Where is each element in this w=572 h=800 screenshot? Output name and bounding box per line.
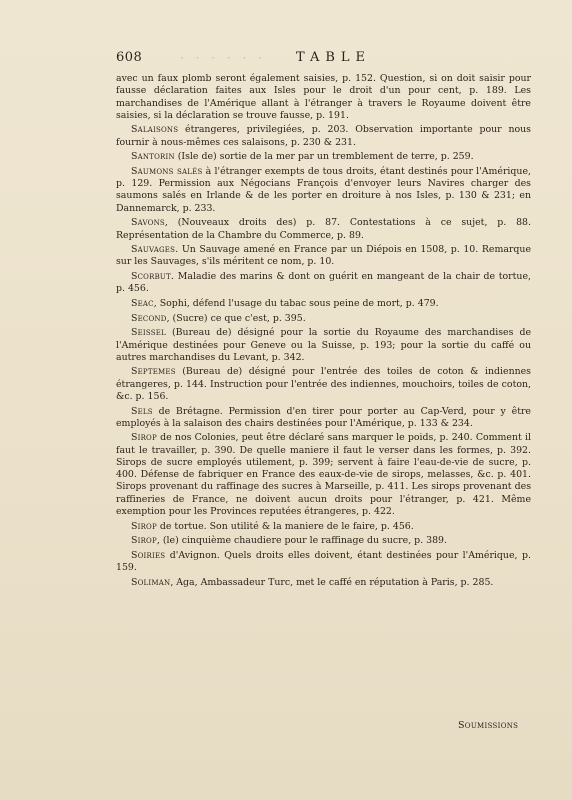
index-entry bbox=[116, 124, 531, 149]
entry-headword: Salaisons bbox=[131, 124, 179, 136]
entry-text: Maladie des marins & dont on guérit en mangeant de la chair de tortue, p. 456. bbox=[116, 271, 531, 295]
entry-headword: Seissel bbox=[131, 327, 166, 339]
entry-text: , (le) cinquième chaudiere pour le raffinage du sucre, p. 389. bbox=[156, 535, 447, 547]
index-entry bbox=[116, 151, 531, 163]
running-title: TABLE bbox=[296, 50, 372, 65]
entry-headword: Sels bbox=[131, 405, 153, 417]
entry-text: , Aga, Ambassadeur Turc, met le caffé en réputation à Paris, p. 285. bbox=[170, 576, 494, 588]
index-entry bbox=[116, 271, 531, 296]
entry-headword: Soliman bbox=[131, 576, 171, 588]
index-entry bbox=[116, 521, 531, 533]
entry-headword: Saumons salés bbox=[131, 165, 203, 177]
index-entry bbox=[116, 366, 531, 403]
entry-text: de Brétagne. Permission d'en tirer pour porter au Cap-Verd, pour y être employés à la salaison des chairs destinées pour l'Amérique, p. 133 & 234. bbox=[116, 405, 531, 429]
entry-text: , Sophi, défend l'usage du tabac sous peine de mort, p. 479. bbox=[153, 297, 439, 309]
page-number: 608 bbox=[116, 50, 143, 65]
entry-text: , (Sucre) ce que c'est, p. 395. bbox=[166, 312, 306, 324]
index-entry bbox=[116, 313, 531, 325]
entry-headword: Savons bbox=[131, 217, 165, 229]
entry-text: (Bureau de) désigné pour l'entrée des toiles de coton & indiennes étrangeres, p. 144. Instruction pour l'entrée des indiennes, mouchoirs, toiles de coton, &c. p. 156. bbox=[116, 366, 531, 402]
entry-text: , (Nouveaux droits des) p. 87. Contestations à ce sujet, p. 88. Représentation de la Chambre du Commerce, p. 89. bbox=[116, 217, 531, 241]
index-entry bbox=[116, 244, 531, 269]
entry-headword: Sauvages. bbox=[131, 244, 179, 256]
entry-text: de tortue. Son utilité & la maniere de le faire, p. 456. bbox=[156, 520, 414, 532]
entry-text: étrangeres, privilegiées, p. 203. Observation importante pour nous fournir à nous-mêmes ces salaisons, p. 230 & 231. bbox=[116, 124, 531, 148]
page-header bbox=[116, 50, 536, 70]
entry-text: avec un faux plomb seront également saisies, p. 152. Question, si on doit saisir pour fausse déclaration faites aux Isles pour le droit d'un pour cent, p. 189. Les marchandises de l'Amérique allant à l'étranger à travers le Royaume doivent être saisies, si la déclaration se trouve fausse, p. 191. bbox=[116, 73, 531, 121]
index-entry bbox=[116, 577, 531, 589]
entry-headword: Second bbox=[131, 312, 167, 324]
entry-headword: Sirop bbox=[131, 535, 157, 547]
entry-headword: Septemes bbox=[131, 366, 176, 378]
index-entry bbox=[116, 432, 531, 518]
entry-headword: Soiries bbox=[131, 549, 166, 561]
index-entry bbox=[116, 550, 531, 575]
entry-text: (Isle de) sortie de la mer par un tremblement de terre, p. 259. bbox=[174, 151, 474, 163]
entry-headword: Sirop bbox=[131, 432, 157, 444]
entry-text: de nos Colonies, peut être déclaré sans marquer le poids, p. 240. Comment il faut le travailler, p. 390. De quelle maniere il faut le verser dans les formes, p. 392. Sirops de sucre employés utilement, p. 399; servent à faire l'eau-de-vie de sucre, p. 400. Défense de fabriquer en France des eaux-de-vie de sirops, melasses, &c. p. 401. Sirops provenant du raffinage des sucres à Marseille, p. 411. Les sirops provenant des raffineries de France, ne doivent aucun droits pour l'étranger, p. 421. Même exemption pour les Provinces reputées étrangeres, p. 422. bbox=[116, 432, 531, 517]
entry-headword: Sirop bbox=[131, 520, 157, 532]
entry-text: (Bureau de) désigné pour la sortie du Royaume des marchandises de l'Amérique destinées pour Geneve ou la Suisse, p. 193; pour la sortie du caffé ou autres marchandises du Levant, p. 342. bbox=[116, 327, 531, 363]
index-entry bbox=[116, 73, 531, 122]
index-entries bbox=[116, 73, 531, 591]
catchword: Soumissions bbox=[458, 720, 519, 731]
entry-text: à l'étranger exempts de tous droits, étant destinés pour l'Amérique, p. 129. Permission aux Négocians François d'envoyer leurs Navires charger des saumons salés en Irlande & de les porter en droiture à nos Isles, p. 130 & 231; en Dannemarck, p. 233. bbox=[116, 165, 531, 214]
entry-text: Un Sauvage amené en France par un Diépois en 1508, p. 10. Remarque sur les Sauvages, s'ils méritent ce nom, p. 10. bbox=[116, 244, 531, 268]
index-entry bbox=[116, 166, 531, 215]
show-through-text: · · · · · · bbox=[180, 51, 266, 65]
entry-text: d'Avignon. Quels droits elles doivent, étant destinées pour l'Amérique, p. 159. bbox=[116, 549, 531, 574]
entry-headword: Scorbut. bbox=[131, 271, 175, 283]
index-entry bbox=[116, 327, 531, 364]
index-entry bbox=[116, 217, 531, 242]
index-entry bbox=[116, 298, 531, 310]
index-entry bbox=[116, 535, 531, 547]
index-entry bbox=[116, 406, 531, 431]
entry-headword: Seac bbox=[131, 297, 154, 309]
entry-headword: Santorin bbox=[131, 151, 175, 163]
